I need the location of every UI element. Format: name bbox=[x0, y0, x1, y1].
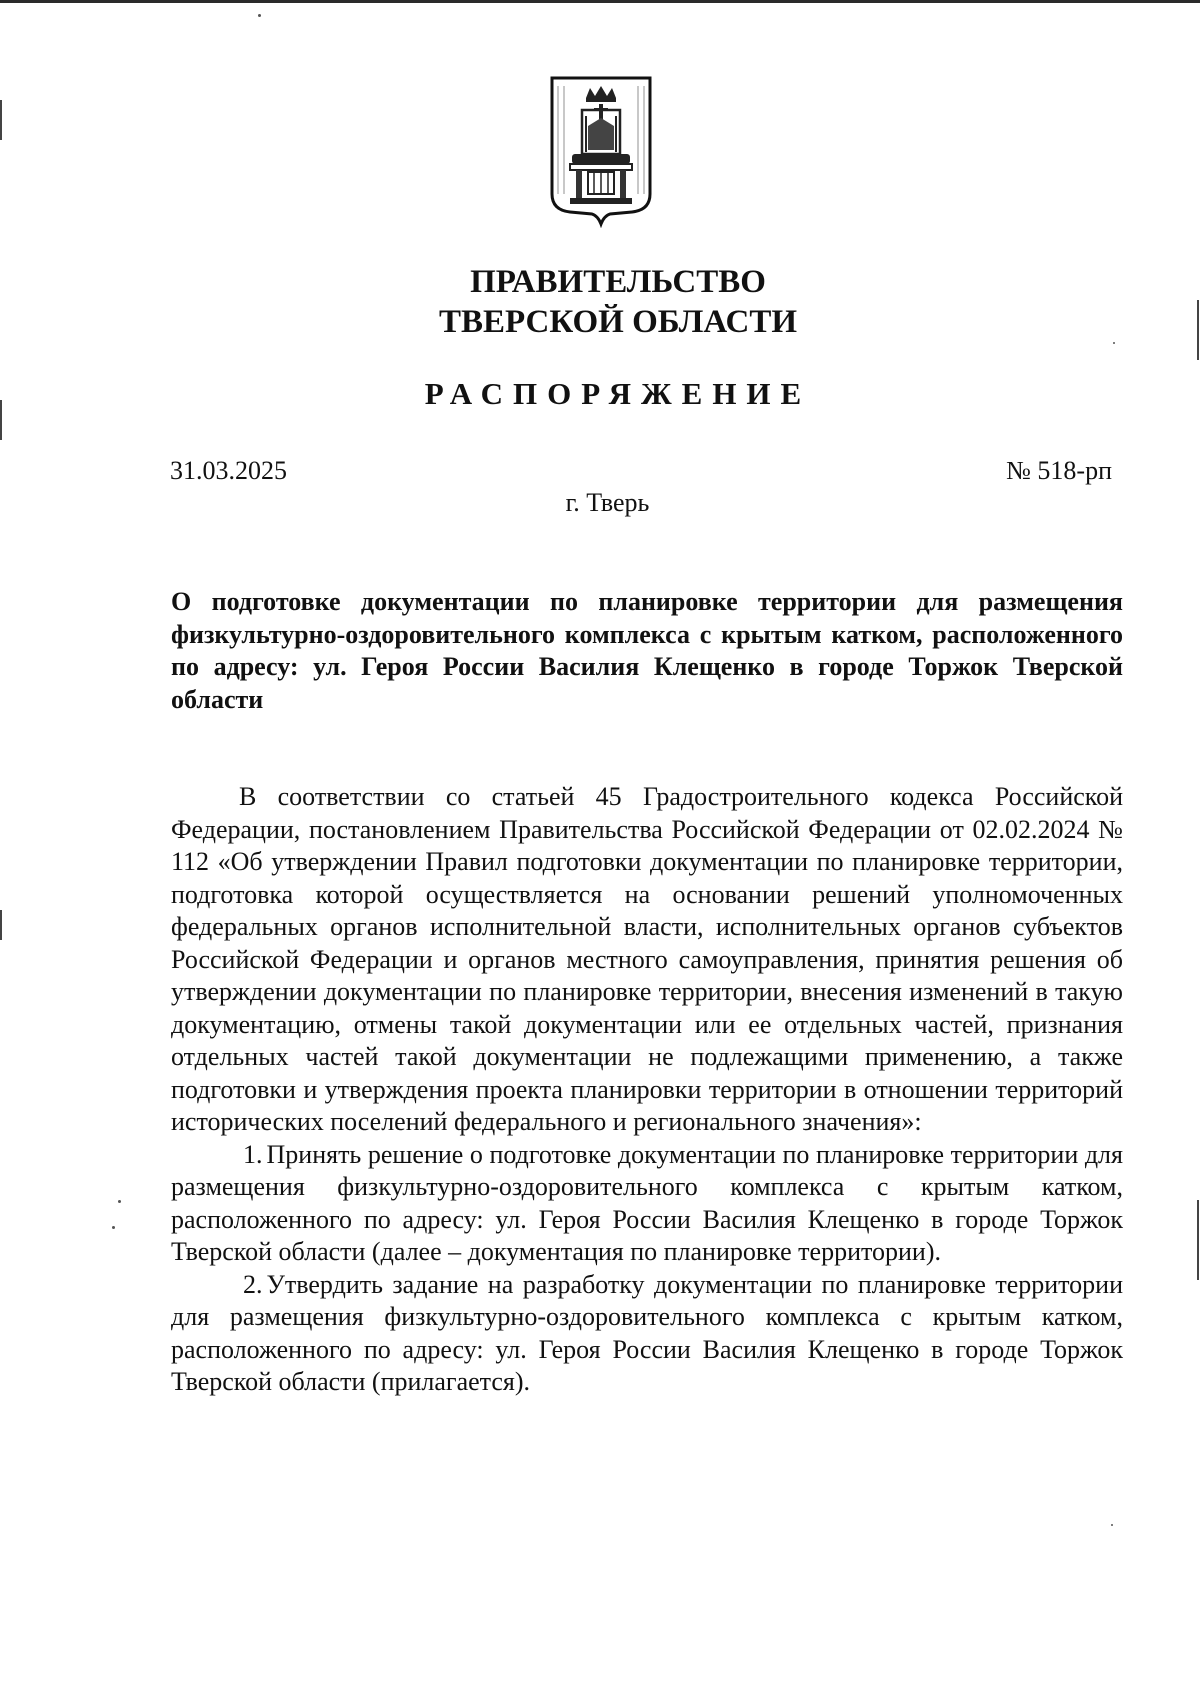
scan-speck bbox=[1111, 1524, 1113, 1526]
document-type: РАСПОРЯЖЕНИЕ bbox=[424, 376, 812, 411]
scan-top-border bbox=[0, 0, 1200, 3]
scan-speck bbox=[1113, 342, 1115, 344]
preamble-paragraph: В соответствии со статьей 45 Градостроительного кодекса Российской Федерации, постановлением Правительства Российской Федерации от 02.02.2024 № 112 «Об утверждении Правил подготовки документации по планировке территории, подготовка которой осуществляется на основании решений уполномоченных федеральных органов исполнительной власти, исполнительных органов субъектов Российской Федерации и органов местного самоуправления, принятия решения об утверждении документации по планировке территории, внесения изменений в такую документацию, отмены такой документации или ее отдельных частей, признания отдельных частей такой документации не подлежащими применению, а также подготовки и утверждения проекта планировки территории в отношении территорий исторических поселений федерального и регионального значения»: bbox=[171, 782, 1123, 1136]
scan-edge-mark bbox=[0, 100, 2, 140]
document-city: г. Тверь bbox=[565, 488, 650, 517]
list-item bbox=[171, 1269, 1123, 1399]
scan-edge-mark bbox=[0, 910, 2, 940]
list-item-number: 2. bbox=[243, 1269, 263, 1299]
document-body bbox=[171, 781, 1123, 1399]
document-number: № 518-рп bbox=[1006, 456, 1112, 485]
scan-edge-mark bbox=[1197, 1200, 1199, 1280]
coat-of-arms-icon bbox=[548, 76, 654, 228]
org-name-line1: ПРАВИТЕЛЬСТВО bbox=[470, 264, 766, 300]
list-item-number: 1. bbox=[243, 1139, 263, 1169]
scan-speck bbox=[258, 14, 261, 17]
document-date: 31.03.2025 bbox=[170, 456, 287, 485]
list-item bbox=[171, 1139, 1123, 1269]
scan-speck bbox=[112, 1226, 115, 1229]
list-item-text: Принять решение о подготовке документации по планировке территории для размещения физкультурно-оздоровительного комплекса с крытым катком, расположенного по адресу: ул. Героя России Василия Клещенко в городе Торжок Тверской области (далее – документация по планировке территории). bbox=[171, 1139, 1123, 1266]
list-item-text: Утвердить задание на разработку документации по планировке территории для размещения физкультурно-оздоровительного комплекса с крытым катком, расположенного по адресу: ул. Героя России Василия Клещенко в городе Торжок Тверской области (прилагается). bbox=[171, 1269, 1123, 1396]
scan-speck bbox=[118, 1200, 121, 1203]
document-title: О подготовке документации по планировке территории для размещения физкультурно-оздоровительного комплекса с крытым катком, расположенного по адресу: ул. Героя России Василия Клещенко в городе Торжок Тверской области bbox=[171, 587, 1123, 714]
org-name-line2: ТВЕРСКОЙ ОБЛАСТИ bbox=[438, 304, 798, 340]
